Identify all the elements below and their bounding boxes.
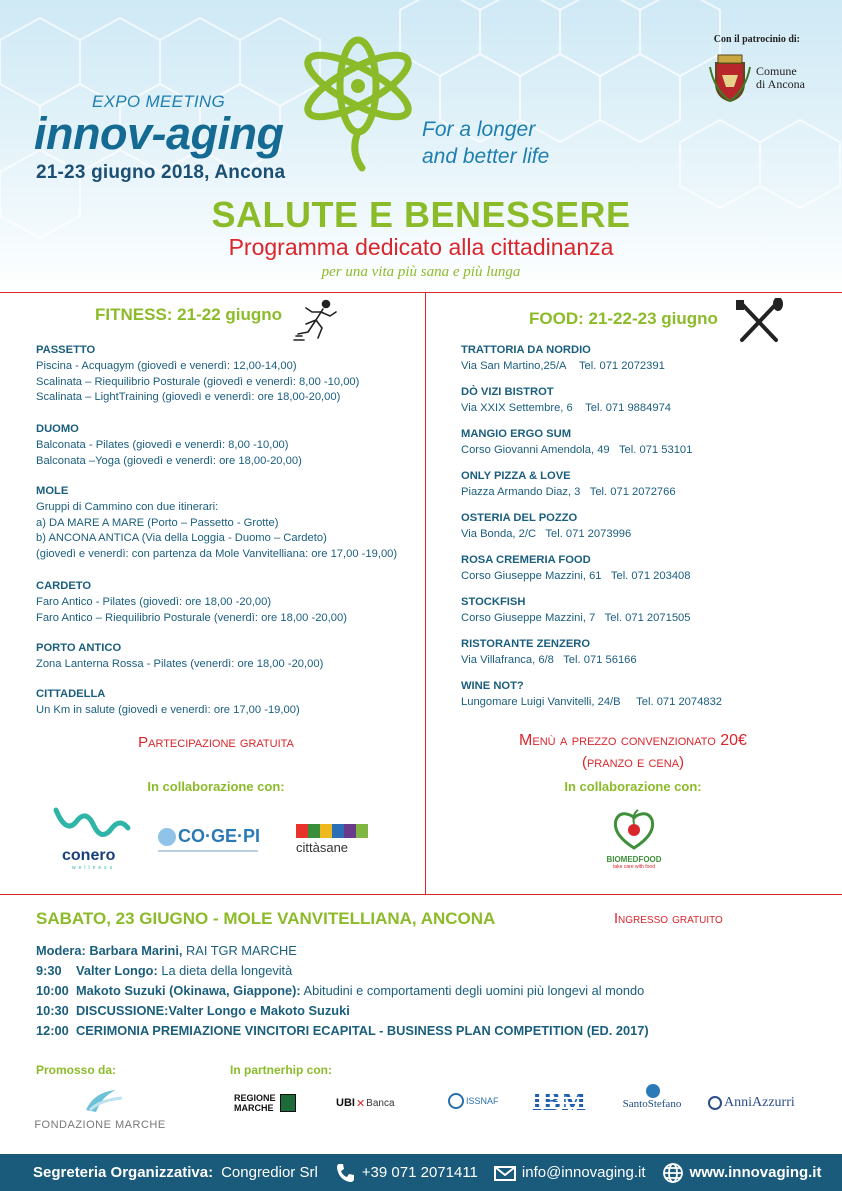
banca-text: Banca bbox=[366, 1097, 395, 1109]
restaurant-address: Via San Martino,25/A bbox=[461, 359, 567, 372]
biomedfood-subtext: take care with food bbox=[613, 864, 655, 870]
santo-stefano-logo bbox=[620, 1084, 684, 1116]
brand-name: innov-aging bbox=[34, 108, 284, 159]
tagline bbox=[422, 116, 549, 170]
restaurant-address: Corso Giuseppe Mazzini, 7 bbox=[461, 611, 596, 624]
conero-text: conero bbox=[62, 847, 116, 864]
biomedfood-text: BIOMEDFOOD bbox=[606, 855, 662, 864]
restaurant-name: STOCKFISH bbox=[461, 596, 526, 608]
restaurant-item bbox=[461, 679, 722, 721]
section-line: Faro Antico – Riequilibrio Posturale (venerdì: ore 18,00 -20,00) bbox=[36, 611, 347, 624]
fitness-section-porto-antico bbox=[36, 641, 323, 673]
footer-phone[interactable]: +39 071 2071411 bbox=[361, 1164, 478, 1181]
program-item bbox=[36, 981, 649, 1001]
footer-email[interactable]: info@innovaging.it bbox=[521, 1164, 646, 1181]
section-line: Scalinata – LightTraining (giovedì e venerdì: ore 18,00-20,00) bbox=[36, 391, 341, 404]
biomedfood-logo bbox=[598, 806, 670, 874]
restaurant-item bbox=[461, 385, 722, 427]
ubi-banca-logo bbox=[336, 1095, 395, 1111]
section-line: b) ANCONA ANTICA (Via della Loggia - Duomo – Cardeto) bbox=[36, 532, 327, 545]
fitness-title: FITNESS: 21-22 giugno bbox=[95, 305, 283, 324]
program-speaker: Makoto Suzuki (Okinawa, Giappone): bbox=[76, 983, 301, 998]
ibm-text: IBM bbox=[532, 1087, 587, 1116]
fitness-section-cardeto bbox=[36, 579, 347, 626]
saturday-free-entry: Ingresso gratuito bbox=[614, 911, 723, 927]
restaurant-item bbox=[461, 637, 722, 679]
section-line: Piscina - Acquagym (giovedì e venerdì: 12,00-14,00) bbox=[36, 359, 297, 372]
section-line: a) DA MARE A MARE (Porto – Passetto - Grotte) bbox=[36, 516, 279, 529]
anni-azzurri-text: AnniAzzurri bbox=[724, 1095, 795, 1110]
atom-logo-icon bbox=[296, 22, 420, 172]
restaurant-address: Via XXIX Settembre, 6 bbox=[461, 401, 573, 414]
restaurant-address: Via Bonda, 2/C bbox=[461, 527, 537, 540]
restaurant-name: OSTERIA DEL POZZO bbox=[461, 512, 578, 524]
restaurant-address: Via Villafranca, 6/8 bbox=[461, 653, 554, 666]
program-time: 12:00 bbox=[36, 1023, 69, 1038]
restaurant-item bbox=[461, 427, 722, 469]
restaurant-phone: Tel. 071 203408 bbox=[610, 569, 691, 582]
restaurant-name: TRATTORIA DA NORDIO bbox=[461, 344, 591, 356]
santo-stefano-text: SantoStefano bbox=[622, 1098, 682, 1110]
cittasane-text: cittàsane bbox=[296, 840, 349, 855]
fitness-section-mole bbox=[36, 484, 397, 563]
issnaf-text: ISSNAF bbox=[466, 1096, 499, 1106]
runner-icon bbox=[292, 298, 340, 344]
program-speaker: CERIMONIA PREMIAZIONE VINCITORI ECAPITAL - BUSINESS PLAN COMPETITION (ED. 2017) bbox=[76, 1023, 649, 1038]
restaurant-phone: Tel. 071 9884974 bbox=[585, 401, 672, 414]
phone-icon bbox=[334, 1162, 356, 1184]
motto: per una vita più sana e più lunga bbox=[321, 264, 521, 280]
restaurant-address: Piazza Armando Diaz, 3 bbox=[461, 485, 581, 498]
santo-stefano-icon bbox=[646, 1084, 660, 1098]
ubi-text: UBI bbox=[336, 1097, 355, 1109]
fitness-free-note: Partecipazione gratuita bbox=[138, 734, 294, 751]
section-line: Gruppi di Cammino con due itinerari: bbox=[36, 500, 219, 513]
program-speaker: Valter Longo: bbox=[76, 963, 158, 978]
section-title: MOLE bbox=[36, 485, 69, 497]
section-line: Balconata - Pilates (giovedì e venerdì: 8,00 -10,00) bbox=[36, 438, 289, 451]
ibm-logo bbox=[532, 1089, 587, 1115]
food-list bbox=[461, 343, 722, 721]
email-icon bbox=[494, 1162, 516, 1184]
cittasane-squares bbox=[296, 824, 370, 838]
food-menu-note-sub: (pranzo e cena) bbox=[581, 754, 685, 771]
cogepi-underline bbox=[158, 850, 258, 852]
restaurant-name: WINE NOT? bbox=[461, 680, 524, 692]
section-title: PASSETTO bbox=[36, 344, 96, 356]
footer-label: Segreteria Organizzativa: bbox=[33, 1164, 214, 1181]
fondazione-marche-logo bbox=[30, 1088, 170, 1136]
conero-subtext: wellness bbox=[72, 865, 116, 871]
footer bbox=[0, 1154, 842, 1191]
moderator-line bbox=[36, 941, 649, 961]
section-line: Balconata –Yoga (giovedì e venerdì: ore 18,00-20,00) bbox=[36, 454, 302, 467]
restaurant-phone: Tel. 071 2074832 bbox=[636, 695, 723, 708]
restaurant-item bbox=[461, 553, 722, 595]
regione-marche-logo bbox=[234, 1090, 330, 1116]
food-menu-note: Menù a prezzo convenzionato 20€ bbox=[519, 732, 747, 749]
restaurant-phone: Tel. 071 2072766 bbox=[589, 485, 676, 498]
section-line: (giovedì e venerdì: con partenza da Mole Vanvitelliana: ore 17,00 -19,00) bbox=[36, 548, 398, 561]
section-title: CITTADELLA bbox=[36, 688, 106, 700]
restaurant-name: DÒ VIZI BISTROT bbox=[461, 386, 554, 398]
cogepi-logo bbox=[158, 826, 268, 860]
ubi-cross-icon: ✕ bbox=[355, 1097, 366, 1110]
footer-website[interactable]: www.innovaging.it bbox=[689, 1164, 822, 1181]
issnaf-globe-icon bbox=[448, 1093, 464, 1109]
heart-leaf-icon bbox=[598, 806, 670, 850]
main-title: SALUTE E BENESSERE bbox=[211, 194, 631, 235]
regione-shield-icon bbox=[280, 1094, 296, 1112]
program-time: 10:30 bbox=[36, 1003, 69, 1018]
fondazione-swoosh-icon bbox=[30, 1088, 170, 1114]
section-title: CARDETO bbox=[36, 580, 92, 592]
restaurant-phone: Tel. 071 2073996 bbox=[545, 527, 632, 540]
restaurant-address: Lungomare Luigi Vanvitelli, 24/B bbox=[461, 695, 621, 708]
food-title: FOOD: 21-22-23 giugno bbox=[529, 309, 718, 328]
restaurant-name: ROSA CREMERIA FOOD bbox=[461, 554, 591, 566]
anni-azzurri-logo bbox=[708, 1094, 795, 1112]
fitness-section-cittadella bbox=[36, 687, 300, 719]
section-title: PORTO ANTICO bbox=[36, 642, 122, 654]
saturday-title: SABATO, 23 GIUGNO - MOLE VANVITELLIANA, ANCONA bbox=[36, 909, 496, 928]
footer-organizer: Congredior Srl bbox=[221, 1164, 318, 1181]
food-collab-label: In collaborazione con: bbox=[564, 779, 702, 794]
restaurant-name: RISTORANTE ZENZERO bbox=[461, 638, 591, 650]
patronage-label: Con il patrocinio di: bbox=[713, 34, 800, 45]
restaurant-item bbox=[461, 469, 722, 511]
conero-logo bbox=[50, 804, 132, 871]
cittasane-logo bbox=[296, 824, 370, 864]
program-item bbox=[36, 1021, 649, 1041]
section-line: Scalinata – Riequilibrio Posturale (giovedì e venerdì: 8,00 -10,00) bbox=[36, 375, 360, 388]
patron-name-line-2: di Ancona bbox=[756, 77, 805, 91]
section-line: Zona Lanterna Rossa - Pilates (venerdì: ore 18,00 -20,00) bbox=[36, 657, 324, 670]
program-topic: La dieta della longevità bbox=[157, 963, 293, 978]
patron-name-line-1: Comune bbox=[756, 64, 797, 78]
restaurant-item bbox=[461, 511, 722, 553]
fitness-collab-label: In collaborazione con: bbox=[147, 779, 285, 794]
saturday-program bbox=[36, 941, 649, 1041]
restaurant-phone: Tel. 071 56166 bbox=[563, 653, 637, 666]
ancona-crest-icon bbox=[708, 53, 752, 103]
restaurant-address: Corso Giuseppe Mazzini, 61 bbox=[461, 569, 602, 582]
program-time: 9:30 bbox=[36, 963, 62, 978]
program-topic: Abitudini e comportamenti degli uomini più longevi al mondo bbox=[300, 983, 645, 998]
issnaf-logo bbox=[448, 1089, 499, 1113]
fitness-section-duomo bbox=[36, 422, 302, 469]
program-item bbox=[36, 961, 649, 981]
conero-wave-icon bbox=[50, 804, 132, 844]
program-item bbox=[36, 1001, 649, 1021]
regione-text-line-2: MARCHE bbox=[234, 1103, 274, 1113]
tagline-line-2: and better life bbox=[422, 145, 550, 168]
regione-text-line-1: REGIONE bbox=[234, 1093, 276, 1103]
bottom-divider bbox=[0, 894, 842, 895]
restaurant-name: MANGIO ERGO SUM bbox=[461, 428, 572, 440]
fitness-section-passetto bbox=[36, 343, 359, 406]
tagline-line-1: For a longer bbox=[422, 118, 536, 141]
patronage-block bbox=[676, 34, 826, 103]
program-speaker: DISCUSSIONE:Valter Longo e Makoto Suzuki bbox=[76, 1003, 350, 1018]
restaurant-item bbox=[461, 595, 722, 637]
section-line: Faro Antico - Pilates (giovedì: ore 18,00 -20,00) bbox=[36, 595, 272, 608]
restaurant-address: Corso Giovanni Amendola, 49 bbox=[461, 443, 610, 456]
cutlery-icon bbox=[734, 298, 784, 344]
globe-icon bbox=[662, 1162, 684, 1184]
restaurant-item bbox=[461, 343, 722, 385]
expo-label: EXPO MEETING bbox=[92, 92, 226, 111]
partnership-label: In partnerhip con: bbox=[230, 1063, 332, 1077]
column-divider bbox=[425, 292, 426, 894]
restaurant-phone: Tel. 071 2072391 bbox=[578, 359, 665, 372]
section-line: Un Km in salute (giovedì e venerdì: ore 17,00 -19,00) bbox=[36, 703, 300, 716]
program-time: 10:00 bbox=[36, 983, 69, 998]
anni-azzurri-icon bbox=[708, 1096, 722, 1110]
header bbox=[0, 0, 842, 292]
restaurant-name: ONLY PIZZA & LOVE bbox=[461, 470, 571, 482]
main-subtitle: Programma dedicato alla cittadinanza bbox=[228, 234, 614, 260]
cogepi-dot-icon bbox=[158, 828, 176, 846]
moderator-label: Modera: Barbara Marini, bbox=[36, 943, 183, 958]
fondazione-text: FONDAZIONE MARCHE bbox=[34, 1119, 166, 1131]
cogepi-text: CO·GE·PI bbox=[178, 826, 261, 846]
restaurant-phone: Tel. 071 53101 bbox=[618, 443, 693, 456]
restaurant-phone: Tel. 071 2071505 bbox=[604, 611, 691, 624]
event-dates: 21-23 giugno 2018, Ancona bbox=[36, 162, 286, 183]
promoted-by-label: Promosso da: bbox=[36, 1063, 117, 1077]
moderator-org: RAI TGR MARCHE bbox=[182, 943, 297, 958]
section-title: DUOMO bbox=[36, 423, 79, 435]
top-divider bbox=[0, 292, 842, 293]
